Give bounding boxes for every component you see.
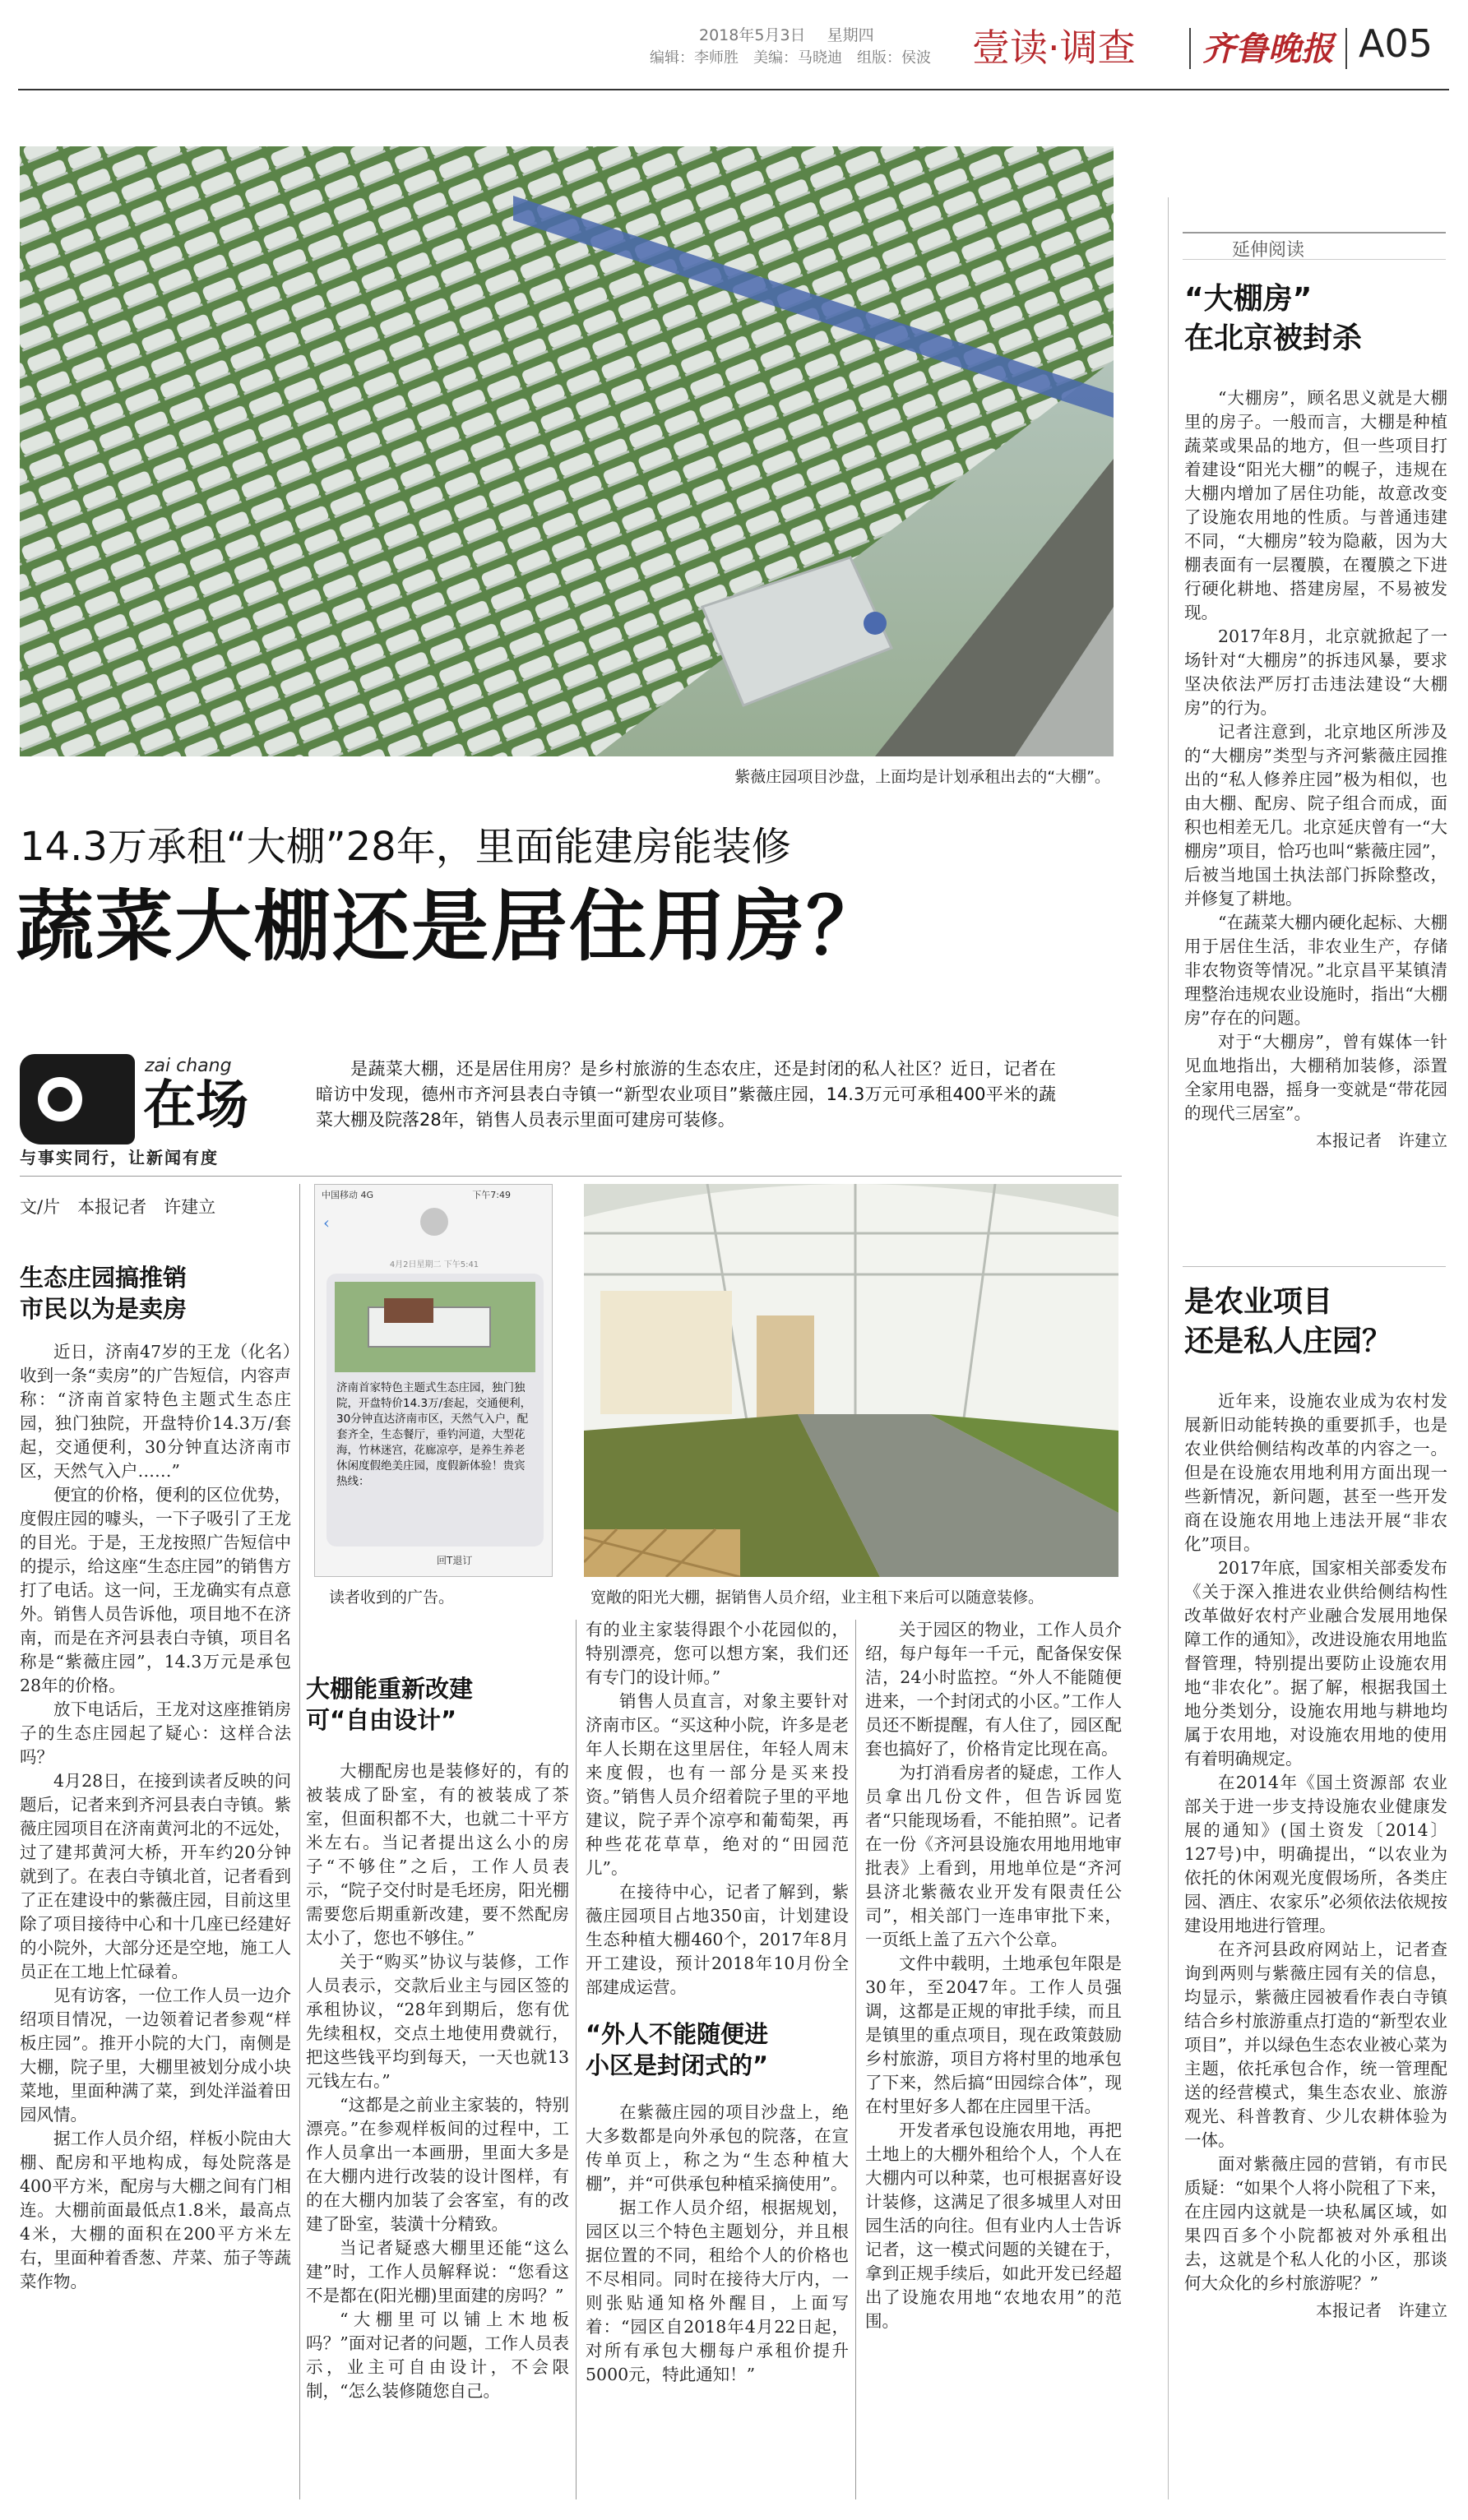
phone-screenshot	[314, 1184, 553, 1577]
paper-logo: 齐鲁晚报	[1202, 30, 1334, 68]
page-number: A05	[1359, 21, 1433, 66]
right-col2-p1: 近年来，设施农业成为农村发展新旧动能转换的重要抓手，也是农业供给侧结构改革的内容之一。但是在设施农用地利用方面出现一些新情况，新问题，甚至一些开发商在设施农用地上违法开展“非农化”项目。	[1184, 1391, 1447, 1554]
col1-subhead: 生态庄园搞推销 市民以为是卖房	[20, 1264, 188, 1323]
col2-p1: 大棚配房也是装修好的，有的被装成了卧室，有的被装成了茶室，但面积都不大，也就二十平方米左右。当记者提出这么小的房子“不够住”之后，工作人员表示，“院子交付时是毛坯房，阳光棚需要您后期重新改建，要不然配房太小了，您也不够住。”	[306, 1761, 569, 1948]
masthead-rule	[18, 89, 1449, 90]
lead-rule	[20, 1176, 1122, 1177]
col2-divider	[576, 1620, 577, 2499]
phone-back-icon: ‹	[323, 1213, 330, 1232]
phone-header-date: 4月2日星期二 下午5:41	[389, 1260, 479, 1269]
right-col2-p2: 2017年底，国家相关部委发布《关于深入推进农业供给侧结构性改革做好农村产业融合发展用地保障工作的通知》，改进设施农用地监督管理，特别提出要防止设施农用地“非农化”。据了解，根据我国土地分类划分，设施农用地与耕地均属于农用地，对设施农用地的使用有着明确规定。	[1184, 1558, 1447, 1769]
col1-body	[20, 1340, 291, 2294]
col3-p4: 在紫薇庄园的项目沙盘上，绝大多数都是向外承包的院落，在宣传单页上，称之为“生态种植大棚”，并“可供承包种植采摘使用”。	[586, 2102, 849, 2194]
hero-photo	[20, 146, 1114, 756]
col3-body-top	[586, 1618, 849, 2000]
col2-p2: 关于“购买”协议与装修，工作人员表示，交款后业主与园区签的承租协议，“28年到期后，您有优先续租权，交点土地使用费就行，把这些钱平均到每天，一天也就13元钱左右。”	[306, 1952, 569, 2091]
section-title: 壹读·调查	[972, 25, 1136, 70]
right-col2-credit: 本报记者 许建立	[1316, 2300, 1447, 2320]
phone-caption: 读者收到的广告。	[329, 1588, 455, 1607]
phone-time: 下午7:49	[472, 1190, 511, 1200]
col4-p3: 文件中载明，土地承包年限是30年，至2047年。工作人员强调，这都是正规的审批手续，而且是镇里的重点项目，现在政策鼓励乡村旅游，项目方将村里的地承包了下来，然后搞“田园综合体”，现在村里好多人都在庄园里干活。	[865, 1954, 1122, 2116]
phone-sms-text: 济南首家特色主题式生态庄园，独门独院，开盘特价14.3万/套起，交通便利，30分钟直达济南市区，天然气入户，配套齐全，生态餐厅，垂钓河道，大型花海，竹林迷宫，花廊凉亭，是养生养老休闲度假绝美庄园，度假新体验！贵宾热线：	[336, 1381, 532, 1488]
greenhouse-photo	[584, 1184, 1118, 1577]
sidebar-p5: 对于“大棚房”，曾有媒体一针见血地指出，大棚稍加装修，添置全家用电器，摇身一变就是“带花园的现代三居室”。	[1184, 1032, 1447, 1123]
col2-p4: 当记者疑惑大棚里还能“这么建”时，工作人员解释说：“您看这不是都在(阳光棚)里面建的房吗？”	[306, 2238, 569, 2305]
right-col2-p4: 在齐河县政府网站上，记者查询到两则与紫薇庄园有关的信息，均显示，紫薇庄园被看作表白寺镇结合乡村旅游重点打造的“新型农业项目”，并以绿色生态农业被心菜为主题，依托承包合作，统一管理配送的经营模式，集生态农业、旅游观光、科普教育、少儿农耕体验为一体。	[1184, 1940, 1447, 2150]
sidebar-divider	[1168, 197, 1169, 2499]
col3-p3: 在接待中心，记者了解到，紫薇庄园项目占地350亩，计划建设生态种植大棚460个，2017年8月开工建设，预计2018年10月份全部建成运营。	[586, 1882, 849, 1997]
hero-caption: 紫薇庄园项目沙盘，上面均是计划承租出去的“大棚”。	[734, 768, 1110, 786]
sidebar-tag-box	[1183, 232, 1446, 260]
col3-p1: 有的业主家装得跟个小花园似的，特别漂亮，您可以想方案，我们还有专门的设计师。”	[586, 1620, 849, 1687]
masthead-divider-1	[1189, 28, 1191, 69]
col1-p6: 据工作人员介绍，样板小院由大棚、配房和平地构成，每处院落是400平方米，配房与大棚之间有门相连。大棚前面最低点1.8米，最高点4米，大棚的面积在200平方米左右，里面种着香葱、芹菜、茄子等蔬菜作物。	[20, 2129, 291, 2291]
col4-body	[865, 1618, 1122, 2333]
hero-photo-sandtable	[20, 146, 1114, 756]
col4-p4: 开发者承包设施农用地，再把土地上的大棚外租给个人，个人在大棚内可以种菜，也可根据喜好设计装修，这满足了很多城里人对田园生活的向往。但有业内人士告诉记者，这一模式问题的关键在于，拿到正规手续后，如此开发已经超出了设施农用地“农地农用”的范围。	[865, 2120, 1122, 2331]
col1-p3: 放下电话后，王龙对这座推销房子的生态庄园起了疑心：这样合法吗？	[20, 1699, 291, 1767]
phone-avatar	[420, 1208, 448, 1236]
col3-divider	[855, 1620, 856, 2499]
byline: 文/片 本报记者 许建立	[20, 1197, 216, 1217]
right-col2-p5: 面对紫薇庄园的营销，有市民质疑：“如果个人将小院租了下来，在庄园内这就是一块私属区域，如果四百多个小院都被对外承租出去，这就是个私人化的小区，那谈何大众化的乡村旅游呢？”	[1184, 2154, 1447, 2293]
phone-carrier: 中国移动 4G	[322, 1190, 374, 1200]
col2-body	[306, 1759, 569, 2403]
article-lead: 是蔬菜大棚，还是居住用房？是乡村旅游的生态农庄，还是封闭的私人社区？近日，记者在暗访中发现，德州市齐河县表白寺镇一“新型农业项目”紫薇庄园，14.3万元可承租400平米的蔬菜大棚及院落28年，销售人员表示里面可建房可装修。	[316, 1059, 1056, 1130]
col1-divider	[299, 1184, 300, 2499]
masthead-weekday: 星期四	[827, 26, 874, 44]
headline-kicker: 14.3万承租“大棚”28年，里面能建房能装修	[20, 824, 791, 870]
greenhouse-caption: 宽敞的阳光大棚，据销售人员介绍，业主租下来后可以随意装修。	[590, 1588, 1044, 1607]
col2-p5: “大棚里可以铺上木地板吗？”面对记者的问题，工作人员表示，业主可自由设计，不会限制，“怎么装修随您自己。	[306, 2310, 569, 2401]
col1-p1: 近日，济南47岁的王龙（化名）收到一条“卖房”的广告短信，内容声称：“济南首家特色主题式生态庄园，独门独院，开盘特价14.3万/套起，交通便利，30分钟直达济南市区，天然气入户……”	[20, 1342, 291, 1481]
masthead-editors: 编辑：李师胜 美编：马晓迪 组版：侯波	[650, 49, 931, 67]
col2-p3: “这都是之前业主家装的，特别漂亮。”在参观样板间的过程中，工作人员拿出一本画册，里面大多是在大棚内进行改装的设计图样，有的在大棚内加装了会客室，有的改建了卧室，装潢十分精致。	[306, 2095, 569, 2234]
right-col2-body	[1184, 1389, 1447, 2321]
sidebar-title: “大棚房” 在北京被封杀	[1184, 282, 1363, 355]
col2-subhead: 大棚能重新改建 可“自由设计”	[306, 1675, 474, 1734]
phone-ad-image	[335, 1282, 535, 1372]
sidebar-body	[1184, 386, 1447, 1151]
greenhouse-photo-interior	[584, 1184, 1118, 1577]
masthead-date: 2018年5月3日	[699, 26, 806, 44]
sidebar-credit: 本报记者 许建立	[1316, 1131, 1447, 1150]
right-col2-title: 是农业项目 还是私人庄园？	[1184, 1285, 1392, 1358]
col1-p2: 便宜的价格，便利的区位优势，度假庄园的噱头，一下子吸引了王龙的目光。于是，王龙按照广告短信中的提示，给这座“生态庄园”的销售方打了电话。这一问，王龙确实有点意外。销售人员告诉他，项目地不在济南，而是在齐河县表白寺镇，项目名称是“紫薇庄园”，14.3万元是承包28年的价格。	[20, 1485, 291, 1695]
right-col2-p3: 在2014年《国土资源部 农业部关于进一步支持设施农业健康发展的通知》(国土资发〔2014〕127号)中，明确提出，“以农业为依托的休闲观光度假场所，各类庄园、酒庄、农家乐”必须依法依规按建设用地进行管理。	[1184, 1773, 1447, 1935]
col3-subhead: “外人不能随便进 小区是封闭式的”	[586, 2020, 769, 2079]
column-logo-pinyin: zai chang	[145, 1056, 232, 1076]
column-logo	[20, 1054, 291, 1168]
sidebar-mid-rule	[1183, 1266, 1446, 1267]
col3-p2: 销售人员直言，对象主要针对济南市区。“买这种小院，许多是老年人长期在这里居住，年轻人周末来度假，也有一部分是买来投资。”销售人员介绍着院子里的平地建议，院子弄个凉亭和葡萄架，再种些花花草草，绝对的“田园范儿”。	[586, 1691, 849, 1878]
sidebar-tag: 延伸阅读	[1232, 240, 1305, 261]
col1-p4: 4月28日，在接到读者反映的问题后，记者来到齐河县表白寺镇。紫薇庄园项目在济南黄河北的不远处，过了建邦黄河大桥，开车约20分钟就到了。在表白寺镇北首，记者看到了正在建设中的紫薇庄园，目前这里除了项目接待中心和十几座已经建好的小院外，大部分还是空地，施工人员正在工地上忙碌着。	[20, 1771, 291, 1981]
phone-reply-hint: 回T退订	[437, 1555, 473, 1566]
headline-main: 蔬菜大棚还是居住用房？	[16, 882, 886, 972]
masthead-divider-2	[1345, 28, 1347, 69]
col3-p5: 据工作人员介绍，根据规划，园区以三个特色主题划分，并且根据位置的不同，租给个人的价格也不尽相同。同时在接待大厅内，一则张贴通知格外醒目，上面写着：“园区自2018年4月22日起，对所有承包大棚每户承租价提升5000元，特此通知！”	[586, 2198, 849, 2384]
col4-p1: 关于园区的物业，工作人员介绍，每户每年一千元，配备保安保洁，24小时监控。“外人不能随便进来，一个封闭式的小区。”工作人员还不断提醒，有人住了，园区配套也搞好了，价格肯定比现在高。	[865, 1620, 1122, 1759]
col3-body-bottom	[586, 2101, 849, 2387]
col4-p2: 为打消看房者的疑虑，工作人员拿出几份文件，但告诉园览者“只能现场看，不能拍照”。记者在一份《齐河县设施农用地用地审批表》上看到，用地单位是“齐河县济北紫薇农业开发有限责任公司”，相关部门一连串审批下来，一页纸上盖了五六个公章。	[865, 1763, 1122, 1949]
phone-status-bar	[315, 1185, 552, 1203]
sidebar-p1: “大棚房”，顾名思义就是大棚里的房子。一般而言，大棚是种植蔬菜或果品的地方，但一些项目打着建设“阳光大棚”的幌子，违规在大棚内增加了居住功能，故意改变了设施农用地的性质。与普通违建不同，“大棚房”较为隐蔽，因为大棚表面有一层覆膜，在覆膜之下进行硬化耕地、搭建房屋，不易被发现。	[1184, 388, 1447, 622]
column-logo-name: 在场	[143, 1075, 248, 1136]
col1-p5: 见有访客，一位工作人员一边介绍项目情况，一边领着记者参观“样板庄园”。推开小院的大门，南侧是大棚，院子里，大棚里被划分成小块菜地，里面种满了菜，到处洋溢着田园风情。	[20, 1986, 291, 2125]
sidebar-p4: “在蔬菜大棚内硬化起标、大棚用于居住生活，非农业生产，存储非农物资等情况。”北京昌平某镇清理整治违规农业设施时，指出“大棚房”存在的问题。	[1184, 913, 1447, 1028]
sidebar-p3: 记者注意到，北京地区所涉及的“大棚房”类型与齐河紫薇庄园推出的“私人修养庄园”极为相似，也由大棚、配房、院子组合而成，面积也相差无几。北京延庆曾有一“大棚房”项目，恰巧也叫“紫薇庄园”，后被当地国土执法部门拆除整改，并修复了耕地。	[1184, 722, 1447, 909]
column-logo-slogan: 与事实同行，让新闻有度	[20, 1148, 219, 1168]
camera-icon	[20, 1054, 135, 1144]
phone-sms-bubble	[326, 1274, 544, 1547]
sidebar-p2: 2017年8月，北京就掀起了一场针对“大棚房”的拆违风暴，要求坚决依法严厉打击违法建设“大棚房”的行为。	[1184, 627, 1447, 718]
